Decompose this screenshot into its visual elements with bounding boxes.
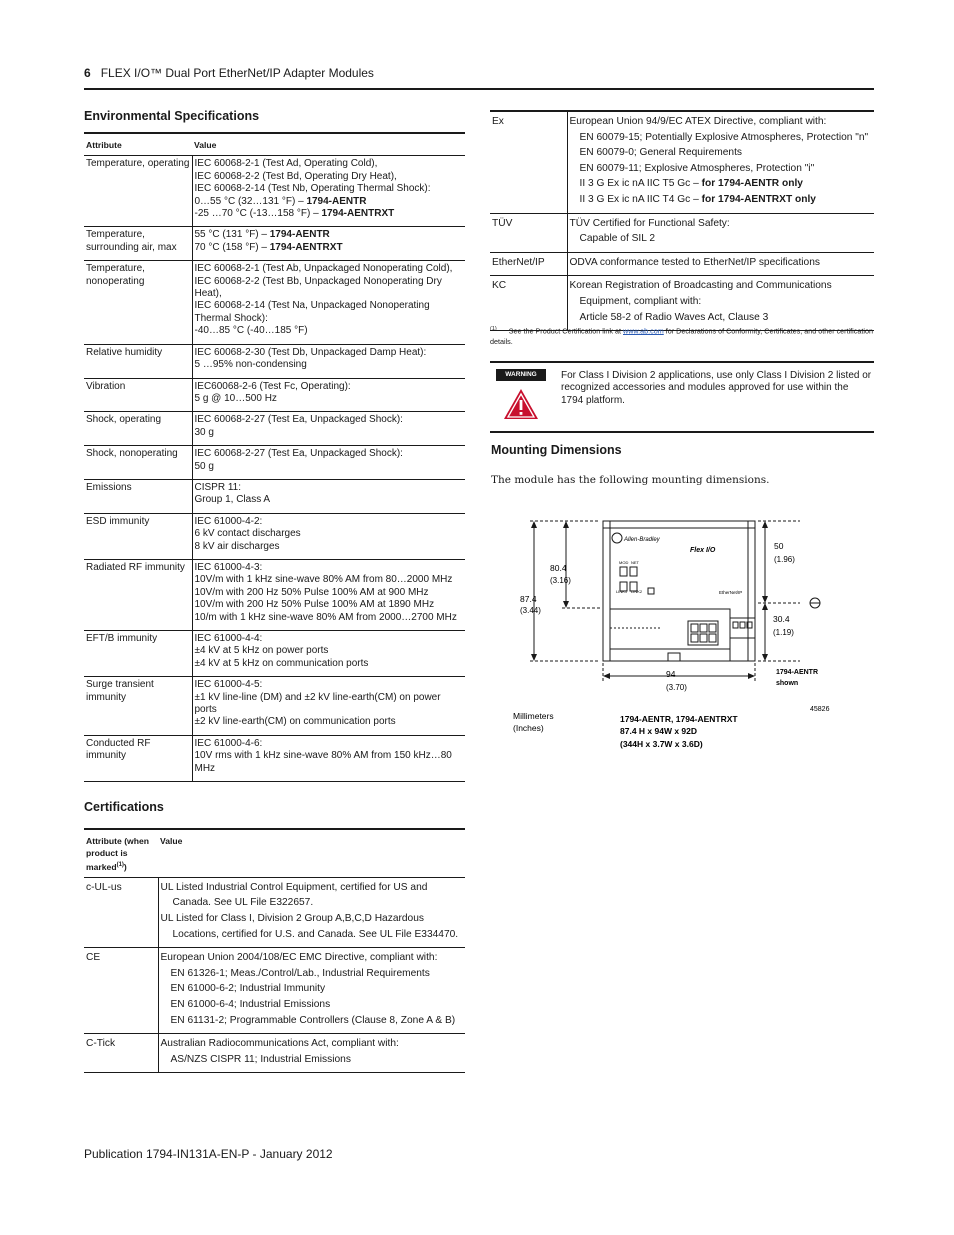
env-value-text: ±1 kV line-line (DM) and ±2 kV line-earth(CM) on power ports: [194, 691, 441, 716]
env-value-line: [195, 562, 464, 574]
cert-value: [158, 1034, 465, 1073]
env-value-line: [195, 347, 464, 359]
module-label-net: NET: [631, 560, 639, 565]
mounting-heading: Mounting Dimensions: [491, 443, 622, 457]
module-label-link2: LINK2: [631, 589, 643, 594]
env-value-text: Group 1, Class A: [194, 494, 271, 506]
env-value-line: [195, 196, 464, 208]
cert-row: [84, 948, 465, 1034]
env-value-text: 0…55 °C (32…131 °F) –: [194, 195, 307, 207]
cert-value-line: [161, 927, 464, 943]
cert-value-text: Locations, certified for U.S. and Canada. See UL File E334470.: [172, 928, 459, 940]
caption-models: 1794-AENTR, 1794-AENTRXT: [620, 714, 738, 724]
env-value-line: [195, 587, 464, 599]
cert-value: [567, 252, 874, 276]
cert-row: [490, 111, 874, 213]
cert-value-line: [570, 176, 873, 192]
cert-value-line: [570, 130, 873, 146]
dim-80-4: 80.4: [550, 563, 567, 573]
document-title: FLEX I/O™ Dual Port EtherNet/IP Adapter Modules: [100, 66, 374, 80]
env-value-bold: 1794-AENTRXT: [269, 241, 343, 253]
env-value-text: 10/m with 1 kHz sine-wave 80% AM from 2000…2700 MHz: [194, 611, 457, 623]
env-value-line: [195, 325, 464, 337]
dim-80-4-in: (3.16): [550, 576, 571, 585]
cert-col-attribute-text: Attribute (when product is marked: [86, 836, 150, 872]
env-value-text: 10V rms with 1 kHz sine-wave 80% AM from 150 kHz…80 MHz: [194, 750, 452, 774]
warning-text: For Class I Division 2 applications, use only Class I Division 2 listed or recognized accessories and modules approved for use within the 1794 platform.: [561, 370, 872, 406]
publication-footer: Publication 1794-IN131A-EN-P - January 2012: [84, 1147, 333, 1161]
env-value-line: [195, 158, 464, 170]
env-value-bold: 1794-AENTRXT: [321, 208, 395, 220]
env-value-line: [195, 482, 464, 494]
env-value-line: [195, 427, 464, 439]
env-value-text: IEC 60068-2-2 (Test Bd, Operating Dry Heat),: [194, 170, 397, 182]
env-value-line: [195, 738, 464, 750]
certifications-continued-table: [490, 110, 874, 331]
cert-value-text: EN 61326-1; Meas./Control/Lab., Industrial Requirements: [170, 967, 430, 979]
env-attribute: Temperature, surrounding air, max: [84, 227, 192, 261]
module-brand: Allen-Bradley: [624, 537, 660, 543]
cert-value-line: [161, 911, 464, 927]
env-value: [192, 559, 465, 630]
caption-in: (344H x 3.7W x 3.6D): [620, 739, 703, 749]
cert-value-text: Korean Registration of Broadcasting and Communications: [569, 280, 832, 292]
env-row: [84, 513, 465, 559]
cert-value-text: EN 60079-15; Potentially Explosive Atmospheres, Protection "n": [579, 131, 869, 143]
env-value-text: ±2 kV line-earth(CM) on communication ports: [194, 716, 396, 728]
cert-col-attribute-sup: (1): [116, 862, 124, 868]
cert-row: [84, 877, 465, 947]
cert-col-value: Value: [158, 829, 465, 877]
env-row: [84, 446, 465, 480]
env-value-line: [195, 461, 464, 473]
env-value: [192, 479, 465, 513]
env-attribute: Vibration: [84, 378, 192, 412]
page-header: [84, 66, 374, 80]
module-label-ethernet: EtherNet/IP: [719, 590, 743, 595]
env-value-text: IEC 60068-2-27 (Test Ea, Unpackaged Shock):: [194, 448, 403, 460]
env-value: [192, 227, 465, 261]
dim-50-in: (1.96): [774, 555, 795, 564]
env-value-text: 6 kV contact discharges: [194, 528, 301, 540]
env-col-value: Value: [192, 133, 465, 156]
cert-value: [567, 111, 874, 213]
env-row: [84, 631, 465, 677]
caption-mm: 87.4 H x 94W x 92D: [620, 726, 698, 736]
env-attribute: Shock, operating: [84, 412, 192, 446]
cert-value-line: [161, 1036, 464, 1052]
footnote-text-post: for Declarations of Conformity, Certificates, and other certification details.: [490, 326, 873, 347]
warning-triangle-icon: [502, 387, 540, 421]
env-value-bold: 1794-AENTR: [306, 195, 367, 207]
cert-value: [158, 948, 465, 1034]
cert-value-text: UL Listed Industrial Control Equipment, certified for US and: [160, 881, 428, 893]
certification-footnote: [490, 324, 875, 347]
env-value-text: CISPR 11:: [194, 481, 241, 493]
cert-value: [567, 213, 874, 252]
env-value-text: ±4 kV at 5 kHz on communication ports: [194, 657, 369, 669]
env-row: [84, 227, 465, 261]
env-value-line: [195, 242, 464, 254]
env-value-line: [195, 276, 464, 301]
env-value: [192, 156, 465, 227]
env-value-line: [195, 381, 464, 393]
cert-value-text: Equipment, compliant with:: [579, 295, 702, 307]
env-value-text: IEC 60068-2-14 (Test Nb, Operating Thermal Shock):: [194, 183, 431, 195]
env-value-text: 10V/m with 1 kHz sine-wave 80% AM from 80…2000 MHz: [194, 574, 453, 586]
cert-value-line: [570, 216, 873, 232]
cert-value-text: Article 58-2 of Radio Waves Act, Clause 3: [579, 311, 769, 323]
env-value-line: [195, 612, 464, 624]
env-value-line: [195, 716, 464, 728]
cert-value-line: [161, 997, 464, 1013]
cert-value-line: [570, 114, 873, 130]
env-value-line: [195, 658, 464, 670]
env-value-text: IEC 61000-4-6:: [194, 737, 263, 749]
env-value-text: IEC60068-2-6 (Test Fc, Operating):: [194, 380, 351, 392]
cert-col-attribute: [84, 829, 158, 877]
env-value-line: [195, 541, 464, 553]
cert-value-text: II 3 G Ex ic nA IIC T4 Gc –: [579, 193, 702, 205]
env-value-line: [195, 494, 464, 506]
env-value-line: [195, 263, 464, 275]
env-value-text: IEC 60068-2-27 (Test Ea, Unpackaged Shock):: [194, 414, 403, 426]
env-value: [192, 631, 465, 677]
env-value-line: [195, 574, 464, 586]
cert-row: [490, 276, 874, 331]
env-value: [192, 677, 465, 736]
cert-value-text: UL Listed for Class I, Division 2 Group A,B,C,D Hazardous: [160, 913, 424, 925]
env-value-line: [195, 448, 464, 460]
mounting-description: The module has the following mounting dimensions.: [491, 474, 770, 486]
cert-value-text: AS/NZS CISPR 11; Industrial Emissions: [170, 1053, 351, 1065]
env-value-text: 8 kV air discharges: [194, 540, 280, 552]
cert-attribute: KC: [490, 276, 567, 331]
cert-value: [567, 276, 874, 331]
cert-value-text: EN 61131-2; Programmable Controllers (Clause 8, Zone A & B): [170, 1014, 456, 1026]
env-value-text: IEC 61000-4-3:: [194, 561, 263, 573]
cert-value-line: [570, 310, 873, 326]
environmental-heading: Environmental Specifications: [84, 109, 260, 123]
mounting-dimensions-diagram: [500, 508, 870, 753]
env-row: [84, 156, 465, 227]
dim-30-4: 30.4: [773, 614, 790, 624]
cert-value-text: EN 61000-6-4; Industrial Emissions: [170, 999, 331, 1011]
cert-value-line: [570, 278, 873, 294]
cert-attribute: CE: [84, 948, 158, 1034]
env-value-text: 30 g: [194, 426, 214, 438]
footnote-mark: (1): [490, 326, 497, 332]
cert-value-text: EN 61000-6-2; Industrial Immunity: [170, 983, 326, 995]
env-value: [192, 344, 465, 378]
cert-attribute: c-UL-us: [84, 877, 158, 947]
dim-94-in: (3.70): [666, 683, 687, 692]
cert-value-text: Capable of SIL 2: [579, 233, 656, 245]
env-value-text: 10V/m with 200 Hz 50% Pulse 100% AM at 900 MHz: [194, 586, 429, 598]
env-attribute: Shock, nonoperating: [84, 446, 192, 480]
cert-row: [84, 1034, 465, 1073]
cert-attribute: EtherNet/IP: [490, 252, 567, 276]
cert-value-line: [570, 255, 873, 271]
env-row: [84, 412, 465, 446]
env-value-text: IEC 60068-2-1 (Test Ab, Unpackaged Nonoperating Cold),: [194, 263, 453, 275]
env-value-text: IEC 60068-2-1 (Test Ad, Operating Cold),: [194, 158, 378, 170]
env-value-line: [195, 171, 464, 183]
cert-value-line: [570, 231, 873, 247]
env-value-line: [195, 645, 464, 657]
env-value-text: IEC 60068-2-2 (Test Bb, Unpackaged Nonoperating Dry Heat),: [194, 275, 442, 300]
env-value-text: 10V/m with 200 Hz 50% Pulse 100% AM at 1890 MHz: [194, 599, 435, 611]
env-value: [192, 735, 465, 781]
env-attribute: Temperature, nonoperating: [84, 261, 192, 344]
env-value-text: 55 °C (131 °F) –: [194, 229, 270, 241]
cert-value-line: [161, 1052, 464, 1068]
cert-attribute: TÜV: [490, 213, 567, 252]
env-value: [192, 446, 465, 480]
cert-value: [158, 877, 465, 947]
env-value-text: -40…85 °C (-40…185 °F): [194, 325, 308, 337]
cert-value-text: II 3 G Ex ic nA IIC T5 Gc –: [579, 178, 702, 190]
cert-value-line: [570, 192, 873, 208]
env-value-text: 5 g @ 10…500 Hz: [194, 392, 277, 404]
cert-row: [490, 252, 874, 276]
cert-value-text: ODVA conformance tested to EtherNet/IP specifications: [569, 256, 820, 268]
footnote-text-pre: See the Product Certification link at: [508, 326, 623, 336]
env-row: [84, 261, 465, 344]
cert-value-line: [161, 1013, 464, 1029]
env-value-text: ±4 kV at 5 kHz on power ports: [194, 645, 329, 657]
cert-value-line: [570, 294, 873, 310]
env-attribute: Surge transient immunity: [84, 677, 192, 736]
env-attribute: Temperature, operating: [84, 156, 192, 227]
env-value-text: IEC 60068-2-30 (Test Db, Unpackaged Damp Heat):: [194, 346, 427, 358]
environmental-table: [84, 132, 465, 782]
warning-badge: WARNING: [496, 369, 546, 381]
env-value-text: IEC 61000-4-4:: [194, 633, 263, 644]
units-millimeters: Millimeters: [513, 711, 554, 721]
env-row: [84, 559, 465, 630]
env-attribute: Conducted RF immunity: [84, 735, 192, 781]
env-attribute: Radiated RF immunity: [84, 559, 192, 630]
env-value-line: [195, 393, 464, 405]
cert-value-line: [161, 966, 464, 982]
env-attribute: Relative humidity: [84, 344, 192, 378]
env-value: [192, 378, 465, 412]
env-value: [192, 412, 465, 446]
dim-50: 50: [774, 541, 784, 551]
env-value-line: [195, 208, 464, 220]
cert-value-line: [161, 895, 464, 911]
cert-value-bold: for 1794-AENTR only: [701, 178, 803, 190]
env-attribute: Emissions: [84, 479, 192, 513]
cert-row: [490, 213, 874, 252]
cert-value-bold: for 1794-AENTRXT only: [701, 193, 816, 205]
env-value: [192, 261, 465, 344]
env-value-line: [195, 516, 464, 528]
env-attribute: ESD immunity: [84, 513, 192, 559]
cert-value-text: Canada. See UL File E322657.: [172, 897, 314, 909]
cert-attribute: C-Tick: [84, 1034, 158, 1073]
page-number: 6: [84, 66, 91, 80]
cert-value-line: [161, 880, 464, 896]
env-row: [84, 735, 465, 781]
env-value-line: [195, 679, 464, 691]
env-value-line: [195, 528, 464, 540]
module-family: Flex I/O: [690, 547, 716, 554]
cert-value-text: TÜV Certified for Functional Safety:: [569, 217, 730, 229]
env-value-line: [195, 599, 464, 611]
module-label-link1: LINK1: [616, 589, 628, 594]
env-value-text: IEC 61000-4-5:: [194, 679, 263, 691]
shown-model: 1794-AENTR: [776, 669, 819, 676]
env-value-text: 5 …95% non-condensing: [194, 359, 307, 371]
units-inches: (Inches): [513, 723, 544, 733]
figure-number: 45826: [810, 706, 830, 713]
cert-value-text: European Union 2004/108/EC EMC Directive, compliant with:: [160, 952, 438, 964]
env-value-line: [195, 300, 464, 325]
env-value-line: [195, 414, 464, 426]
cert-value-text: Australian Radiocommunications Act, compliant with:: [160, 1038, 399, 1050]
env-col-attribute: Attribute: [84, 133, 192, 156]
env-value-bold: 1794-AENTR: [269, 229, 330, 241]
certifications-heading: Certifications: [84, 800, 164, 814]
env-value-line: [195, 183, 464, 195]
cert-value-line: [161, 981, 464, 997]
env-value-line: [195, 359, 464, 371]
header-rule: [84, 88, 874, 90]
env-value-line: [195, 692, 464, 717]
cert-value-line: [161, 950, 464, 966]
cert-value-text: European Union 94/9/EC ATEX Directive, compliant with:: [569, 116, 827, 127]
certifications-table: [84, 828, 465, 1073]
env-value-line: [195, 229, 464, 241]
cert-value-line: [570, 145, 873, 161]
dim-87-4: 87.4: [520, 594, 537, 604]
cert-attribute: Ex: [490, 111, 567, 213]
dim-30-4-in: (1.19): [773, 628, 794, 637]
env-value-text: IEC 60068-2-14 (Test Na, Unpackaged Nonoperating Thermal Shock):: [194, 300, 430, 324]
env-value-line: [195, 750, 464, 775]
env-value-text: 70 °C (158 °F) –: [194, 241, 270, 253]
cert-col-attribute-end: ): [123, 861, 127, 872]
cert-value-text: EN 60079-11; Explosive Atmospheres, Protection "i": [579, 162, 815, 174]
env-row: [84, 378, 465, 412]
env-value-text: IEC 61000-4-2:: [194, 515, 263, 527]
dim-94: 94: [666, 669, 676, 679]
env-row: [84, 479, 465, 513]
module-label-mod: MOD: [619, 560, 629, 565]
footnote-link[interactable]: www.ab.com: [623, 326, 664, 336]
env-row: [84, 344, 465, 378]
env-value-line: [195, 633, 464, 645]
env-row: [84, 677, 465, 736]
env-attribute: EFT/B immunity: [84, 631, 192, 677]
env-value-text: -25 …70 °C (-13…158 °F) –: [194, 208, 322, 220]
cert-value-text: EN 60079-0; General Requirements: [579, 147, 743, 159]
env-value-text: 50 g: [194, 460, 214, 472]
env-value: [192, 513, 465, 559]
shown-label: shown: [776, 680, 799, 687]
dim-87-4-in: (3.44): [520, 606, 541, 615]
cert-value-line: [570, 161, 873, 177]
